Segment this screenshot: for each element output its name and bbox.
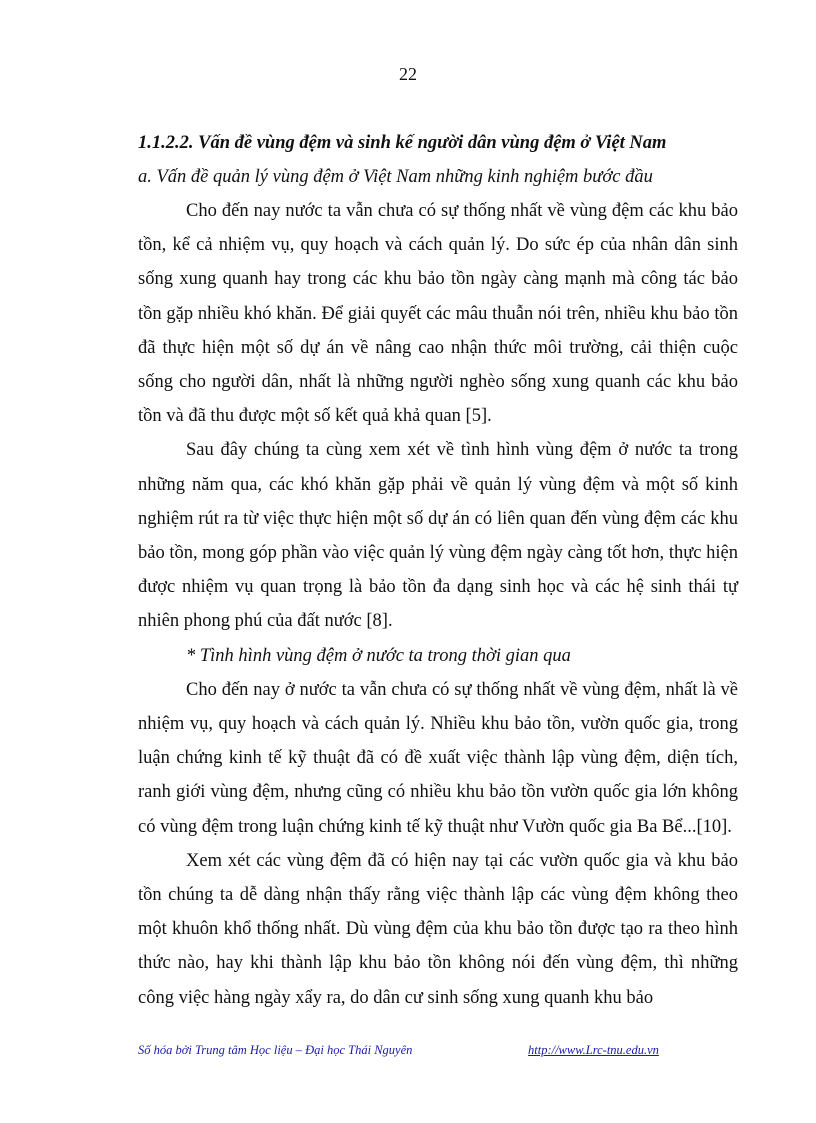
- footer-link[interactable]: http://www.Lrc-tnu.edu.vn: [528, 1043, 659, 1057]
- paragraph: Sau đây chúng ta cùng xem xét về tình hình vùng đệm ở nước ta trong những năm qua, các khó khăn gặp phải về quản lý vùng đệm và một số kinh nghiệm rút ra từ việc thực hiện một số dự án có liên quan đến vùng đệm các khu bảo tồn, mong góp phần vào việc quản lý vùng đệm ngày càng tốt hơn, thực hiện được nhiệm vụ quan trọng là bảo tồn đa dạng sinh học và các hệ sinh thái tự nhiên phong phú của đất nước [8].: [138, 440, 738, 632]
- document-body: [138, 126, 738, 1015]
- footer-credit: Số hóa bởi Trung tâm Học liệu – Đại học Thái Nguyên: [138, 1043, 413, 1057]
- paragraph: Xem xét các vùng đệm đã có hiện nay tại các vườn quốc gia và khu bảo tồn chúng ta dễ dàng nhận thấy rằng việc thành lập các vùng đệm không theo một khuôn khổ thống nhất. Dù vùng đệm của khu bảo tồn được tạo ra theo hình thức nào, hay khi thành lập khu bảo tồn không nói đến vùng đệm, thì những công việc hàng ngày xẩy ra, do dân cư sinh sống xung quanh khu bảo: [138, 850, 738, 1008]
- italic-subtitle: * Tình hình vùng đệm ở nước ta trong thời gian qua: [186, 645, 571, 666]
- paragraph: Cho đến nay nước ta vẫn chưa có sự thống nhất về vùng đệm các khu bảo tồn, kể cả nhiệm vụ, quy hoạch và cách quản lý. Do sức ép của nhân dân sinh sống xung quanh hay trong các khu bảo tồn ngày càng mạnh mà công tác bảo tồn gặp nhiều khó khăn. Để giải quyết các mâu thuẫn nói trên, nhiều khu bảo tồn đã thực hiện một số dự án về nâng cao nhận thức môi trường, cải thiện cuộc sống cho người dân, nhất là những người nghèo sống xung quanh các khu bảo tồn và đã thu được một số kết quả khả quan [5].: [138, 201, 738, 427]
- paragraph: Cho đến nay ở nước ta vẫn chưa có sự thống nhất về vùng đệm, nhất là về nhiệm vụ, quy hoạch và cách quản lý. Nhiều khu bảo tồn, vườn quốc gia, trong luận chứng kinh tế kỹ thuật đã có đề xuất việc thành lập vùng đệm, diện tích, ranh giới vùng đệm, nhưng cũng có nhiều khu bảo tồn vườn quốc gia lớn không có vùng đệm trong luận chứng kinh tế kỹ thuật như Vườn quốc gia Ba Bể...[10].: [138, 679, 738, 837]
- page-number: 22: [399, 64, 417, 84]
- subheading: a. Vấn đề quản lý vùng đệm ở Việt Nam những kinh nghiệm bước đầu: [138, 167, 653, 187]
- section-heading: 1.1.2.2. Vấn đề vùng đệm và sinh kế người dân vùng đệm ở Việt Nam: [138, 133, 667, 153]
